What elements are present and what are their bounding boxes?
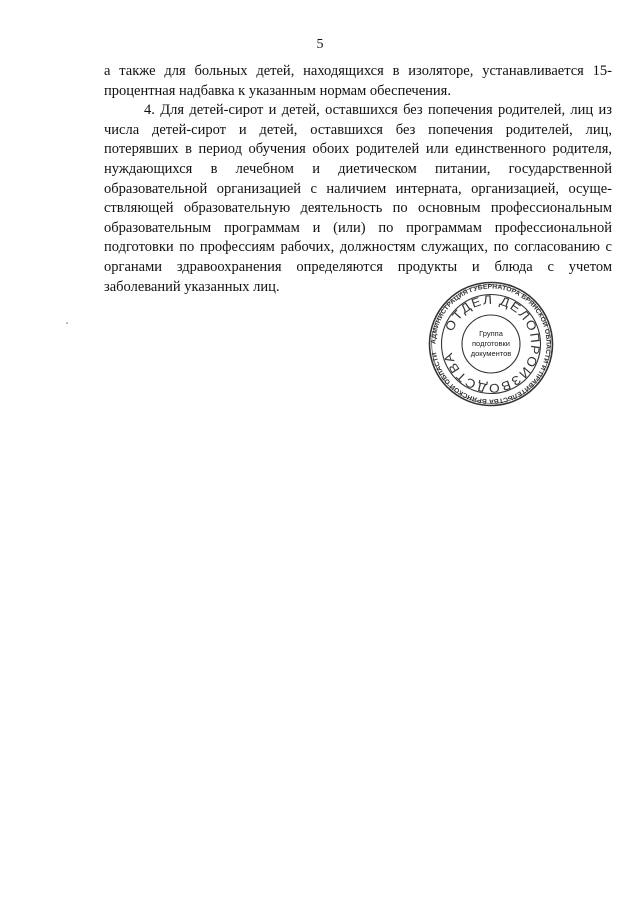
stamp-center-line-1: Группа — [479, 329, 503, 338]
stamp-center-line-3: документов — [470, 349, 512, 358]
scan-speck — [66, 322, 68, 324]
stamp-center-line-2: подготовки — [472, 339, 510, 348]
page-number: 5 — [316, 37, 324, 52]
stamp-inner-text: ОТДЕЛ ДЕЛОПРОИЗВОДСТВА — [441, 292, 543, 396]
document-body — [104, 62, 612, 297]
paragraph-item-4: 4. Для детей-сирот и детей, оставшихся без попечения родителей, лиц из числа детей-сирот и детей, оставшихся без попечения родителей, лиц, потерявших в период обучения обоих родителей или единственного родителя, нуждающихся в лечебном и диетическом питании, государственной образовательной организацией с наличием интерната, организацией, осуществляющей образовательную деятельность по основным профессиональным образовательным программам и (или) по программам профессиональной подготовки по профессиям рабочих, должностям служащих, по согласованию с органами здравоохранения определяются продукты и блюда с учетом заболеваний указанных лиц. — [104, 102, 612, 295]
stamp-outer-text: АДМИНИСТРАЦИЯ ГУБЕРНАТОРА БРЯНСКОЙ ОБЛАСТИ И ПРАВИТЕЛЬСТВА БРЯНСКОЙ ОБЛАСТИ — [430, 283, 552, 405]
official-stamp — [428, 281, 554, 407]
stamp-seal-graphic — [428, 281, 554, 407]
paragraph-continuation: а также для больных детей, находящихся в изоляторе, устанавливается 15-процентная надбавка к указанным нормам обеспечения. — [104, 63, 612, 99]
